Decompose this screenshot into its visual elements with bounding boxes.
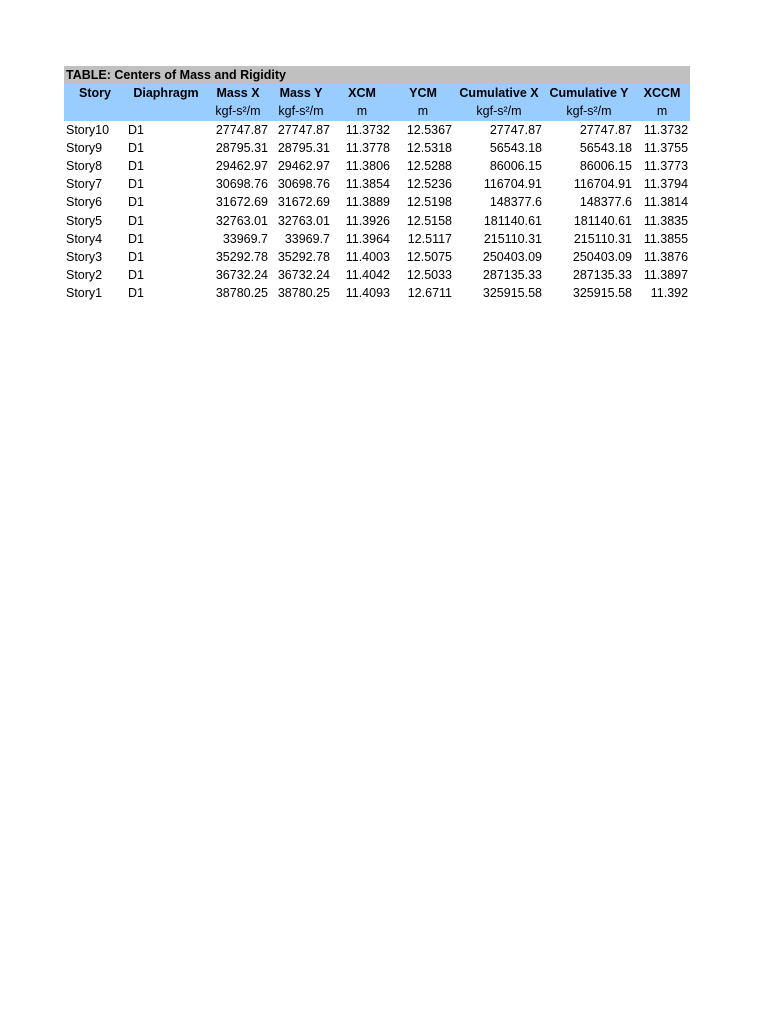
cell-xcm[interactable]: 11.3889 — [345, 195, 390, 210]
table-row — [64, 139, 690, 157]
cell-ycm[interactable]: 12.5367 — [406, 122, 452, 137]
cell-mass-y[interactable]: 36732.24 — [277, 268, 330, 283]
cell-cumulative-x[interactable]: 215110.31 — [483, 231, 542, 246]
cell-xcm[interactable]: 11.3732 — [345, 122, 390, 137]
cell-mass-x[interactable]: 31672.69 — [215, 195, 268, 210]
cell-ycm[interactable]: 12.5288 — [406, 159, 452, 174]
cell-diaphragm[interactable]: D1 — [128, 286, 144, 301]
cell-cumulative-x[interactable]: 86006.15 — [489, 159, 542, 174]
cell-diaphragm[interactable]: D1 — [128, 177, 144, 192]
cell-ycm[interactable]: 12.5075 — [406, 250, 452, 265]
cell-mass-y[interactable]: 31672.69 — [277, 195, 330, 210]
column-header-diaphragm[interactable]: Diaphragm — [126, 84, 206, 102]
cell-cumulative-y[interactable]: 27747.87 — [579, 122, 632, 137]
column-header-cumulative-y[interactable]: Cumulative Y — [544, 84, 634, 102]
unit-mass-x: kgf-s²/m — [206, 102, 270, 120]
cell-diaphragm[interactable]: D1 — [128, 231, 144, 246]
cell-story[interactable]: Story1 — [66, 286, 103, 301]
unit-mass-y: kgf-s²/m — [270, 102, 332, 120]
cell-mass-x[interactable]: 28795.31 — [215, 140, 268, 155]
cell-story[interactable]: Story10 — [66, 122, 110, 137]
cell-xcm[interactable]: 11.4003 — [345, 250, 390, 265]
cell-cumulative-y[interactable]: 56543.18 — [579, 140, 632, 155]
cell-xccm[interactable]: 11.3814 — [643, 195, 689, 210]
cell-mass-x[interactable]: 33969.7 — [222, 231, 268, 246]
cell-ycm[interactable]: 12.5033 — [406, 268, 452, 283]
cell-diaphragm[interactable]: D1 — [128, 159, 144, 174]
cell-ycm[interactable]: 12.5318 — [406, 140, 452, 155]
cell-cumulative-x[interactable]: 56543.18 — [489, 140, 542, 155]
column-header-ycm[interactable]: YCM — [392, 84, 454, 102]
cell-cumulative-x[interactable]: 27747.87 — [489, 122, 542, 137]
cell-xccm[interactable]: 11.3876 — [643, 250, 689, 265]
cell-story[interactable]: Story5 — [66, 213, 103, 228]
cell-mass-y[interactable]: 32763.01 — [277, 213, 330, 228]
cell-mass-y[interactable]: 33969.7 — [284, 231, 330, 246]
cell-cumulative-y[interactable]: 86006.15 — [579, 159, 632, 174]
table-row — [64, 284, 690, 302]
cell-diaphragm[interactable]: D1 — [128, 140, 144, 155]
cell-mass-x[interactable]: 36732.24 — [215, 268, 268, 283]
unit-story — [64, 102, 126, 120]
column-header-cumulative-x[interactable]: Cumulative X — [454, 84, 544, 102]
cell-story[interactable]: Story8 — [66, 159, 103, 174]
cell-cumulative-x[interactable]: 116704.91 — [483, 177, 542, 192]
cell-diaphragm[interactable]: D1 — [128, 268, 144, 283]
table-row — [64, 230, 690, 248]
cell-cumulative-x[interactable]: 181140.61 — [483, 213, 542, 228]
column-header-mass-x[interactable]: Mass X — [206, 84, 270, 102]
unit-xcm: m — [332, 102, 392, 120]
table-row — [64, 175, 690, 193]
cell-xcm[interactable]: 11.4093 — [345, 286, 390, 301]
cell-diaphragm[interactable]: D1 — [128, 122, 144, 137]
cell-mass-y[interactable]: 29462.97 — [277, 159, 330, 174]
cell-xccm[interactable]: 11.3773 — [643, 159, 689, 174]
cell-mass-x[interactable]: 27747.87 — [215, 122, 268, 137]
cell-xccm[interactable]: 11.3855 — [643, 231, 689, 246]
unit-ycm: m — [392, 102, 454, 120]
cell-cumulative-x[interactable]: 148377.6 — [489, 195, 542, 210]
table-row — [64, 266, 690, 284]
cell-ycm[interactable]: 12.5158 — [406, 213, 452, 228]
cell-xccm[interactable]: 11.3755 — [643, 140, 689, 155]
centers-of-mass-table — [64, 66, 690, 303]
table-title-row — [64, 66, 690, 84]
cell-cumulative-y[interactable]: 250403.09 — [572, 250, 632, 265]
table-row — [64, 121, 690, 139]
table-row — [64, 157, 690, 175]
cell-ycm[interactable]: 12.6711 — [407, 286, 452, 301]
cell-mass-y[interactable]: 27747.87 — [277, 122, 330, 137]
cell-mass-x[interactable]: 32763.01 — [215, 213, 268, 228]
cell-ycm[interactable]: 12.5236 — [406, 177, 452, 192]
cell-mass-x[interactable]: 35292.78 — [215, 250, 268, 265]
cell-cumulative-y[interactable]: 325915.58 — [572, 286, 632, 301]
cell-ycm[interactable]: 12.5117 — [407, 231, 452, 246]
column-header-xcm[interactable]: XCM — [332, 84, 392, 102]
column-header-row — [64, 84, 690, 102]
column-header-xccm[interactable]: XCCM — [634, 84, 690, 102]
cell-cumulative-y[interactable]: 181140.61 — [573, 213, 632, 228]
spreadsheet-sheet — [64, 66, 690, 303]
table-title: TABLE: Centers of Mass and Rigidity — [64, 66, 690, 84]
column-header-story[interactable]: Story — [64, 84, 126, 102]
cell-diaphragm[interactable]: D1 — [128, 250, 144, 265]
cell-cumulative-y[interactable]: 116704.91 — [573, 177, 632, 192]
column-header-mass-y[interactable]: Mass Y — [270, 84, 332, 102]
unit-row — [64, 102, 690, 120]
table-body — [64, 121, 690, 303]
cell-xcm[interactable]: 11.3964 — [345, 231, 390, 246]
cell-mass-x[interactable]: 29462.97 — [215, 159, 268, 174]
unit-xccm: m — [634, 102, 690, 120]
cell-xcm[interactable]: 11.4042 — [345, 268, 390, 283]
cell-xccm[interactable]: 11.392 — [650, 286, 689, 301]
cell-ycm[interactable]: 12.5198 — [406, 195, 452, 210]
cell-story[interactable]: Story4 — [66, 231, 103, 246]
cell-diaphragm[interactable]: D1 — [128, 195, 144, 210]
cell-mass-x[interactable]: 38780.25 — [215, 286, 268, 301]
cell-cumulative-x[interactable]: 287135.33 — [482, 268, 542, 283]
table-row — [64, 193, 690, 211]
cell-cumulative-y[interactable]: 148377.6 — [579, 195, 632, 210]
cell-xcm[interactable]: 11.3806 — [345, 159, 390, 174]
cell-cumulative-y[interactable]: 215110.31 — [573, 231, 632, 246]
cell-xccm[interactable]: 11.3897 — [643, 268, 689, 283]
cell-mass-y[interactable]: 30698.76 — [277, 177, 330, 192]
table-row — [64, 212, 690, 230]
cell-mass-x[interactable]: 30698.76 — [215, 177, 268, 192]
cell-story[interactable]: Story7 — [66, 177, 103, 192]
unit-cumulative-x: kgf-s²/m — [454, 102, 544, 120]
cell-xcm[interactable]: 11.3926 — [345, 213, 390, 228]
cell-xcm[interactable]: 11.3854 — [345, 177, 390, 192]
cell-cumulative-y[interactable]: 287135.33 — [572, 268, 632, 283]
cell-xccm[interactable]: 11.3794 — [643, 177, 689, 192]
cell-mass-y[interactable]: 38780.25 — [277, 286, 330, 301]
unit-cumulative-y: kgf-s²/m — [544, 102, 634, 120]
cell-diaphragm[interactable]: D1 — [128, 213, 144, 228]
cell-mass-y[interactable]: 35292.78 — [277, 250, 330, 265]
cell-cumulative-x[interactable]: 325915.58 — [482, 286, 542, 301]
cell-story[interactable]: Story2 — [66, 268, 103, 283]
cell-story[interactable]: Story9 — [66, 140, 103, 155]
cell-xccm[interactable]: 11.3835 — [643, 213, 689, 228]
cell-story[interactable]: Story3 — [66, 250, 103, 265]
table-row — [64, 248, 690, 266]
cell-story[interactable]: Story6 — [66, 195, 103, 210]
cell-mass-y[interactable]: 28795.31 — [277, 140, 330, 155]
unit-diaphragm — [126, 102, 206, 120]
cell-cumulative-x[interactable]: 250403.09 — [482, 250, 542, 265]
cell-xcm[interactable]: 11.3778 — [345, 140, 390, 155]
cell-xccm[interactable]: 11.3732 — [643, 122, 689, 137]
